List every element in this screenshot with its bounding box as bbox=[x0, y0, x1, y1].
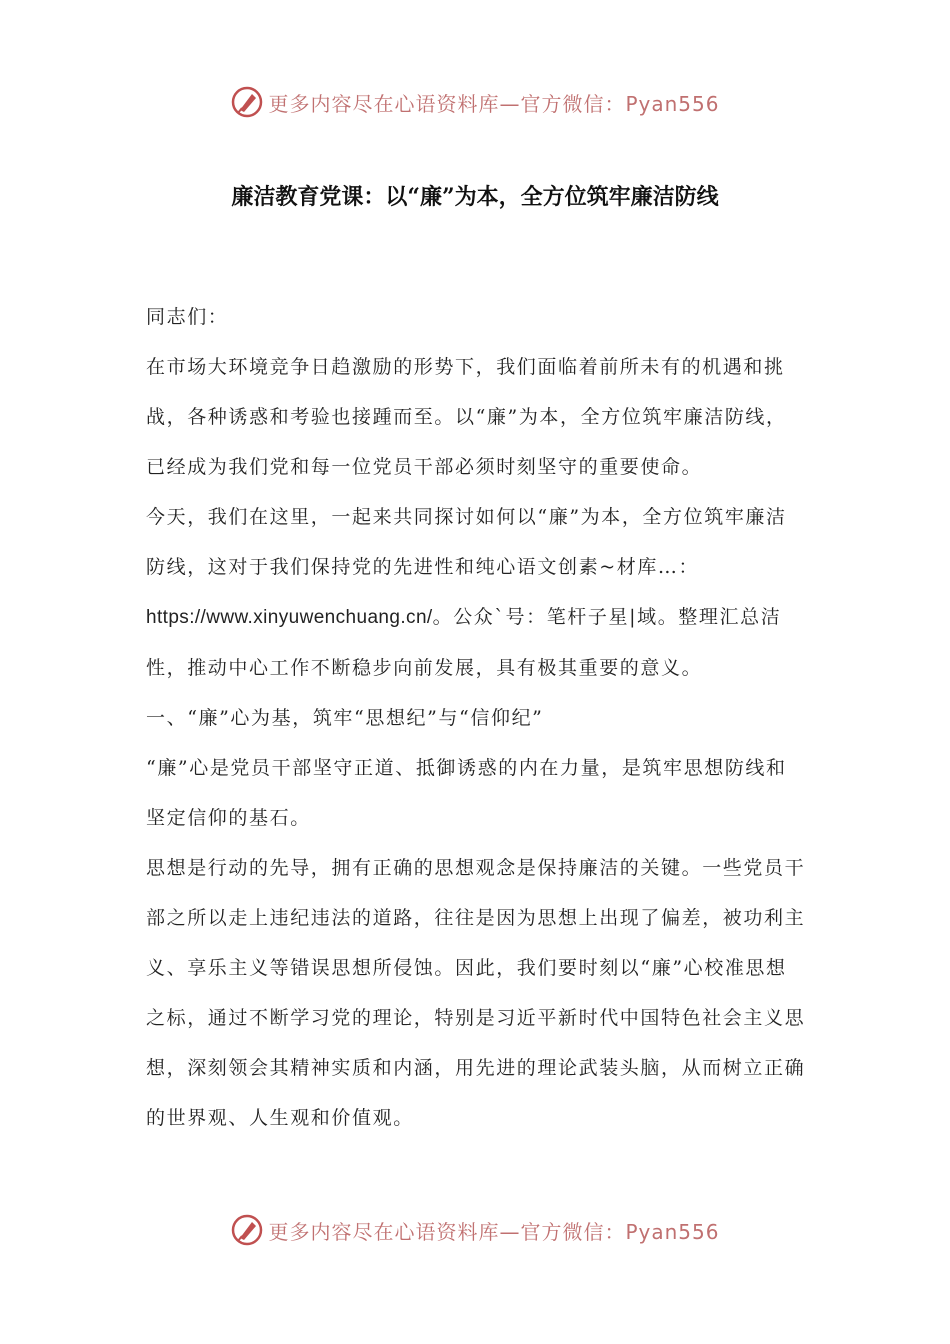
pen-nib-logo-icon bbox=[230, 1213, 264, 1247]
greeting: 同志们： bbox=[146, 306, 229, 328]
footer-banner bbox=[0, 1210, 950, 1250]
page-title: 廉洁教育党课：以“廉”为本，全方位筑牢廉洁防线 bbox=[231, 184, 719, 210]
section-heading: 一、“廉”心为基，筑牢“思想纪”与“信仰纪” bbox=[146, 707, 544, 729]
paragraph bbox=[146, 492, 806, 693]
pen-nib-logo-icon bbox=[230, 85, 264, 119]
paragraph-text: 今天，我们在这里，一起来共同探讨如何以“廉”为本，全方位筑牢廉洁防线，这对于我们保持党的先进性和纯心语文创素~材库…： bbox=[146, 506, 787, 578]
banner-text: 更多内容尽在心语资料库—官方微信：Pyan556 bbox=[268, 1219, 720, 1244]
website-url: https://www.xinyuwenchuang.cn/ bbox=[146, 607, 433, 628]
paragraph: 思想是行动的先导，拥有正确的思想观念是保持廉洁的关键。一些党员干部之所以走上违纪违法的道路，往往是因为思想上出现了偏差，被功利主义、享乐主义等错误思想所侵蚀。因此，我们要时刻以“廉”心校准思想之标，通过不断学习党的理论，特别是习近平新时代中国特色社会主义思想，深刻领会其精神实质和内涵，用先进的理论武装头脑，从而树立正确的世界观、人生观和价值观。 bbox=[146, 857, 806, 1129]
banner-text: 更多内容尽在心语资料库—官方微信：Pyan556 bbox=[268, 91, 720, 116]
paragraph-text: 。公众`号：笔杆子星|域。整理汇总洁性，推动中心工作不断稳步向前发展，具有极其重要的意义。 bbox=[146, 606, 782, 679]
document-body bbox=[146, 292, 806, 1143]
paragraph: 在市场大环境竞争日趋激励的形势下，我们面临着前所未有的机遇和挑战，各种诱惑和考验也接踵而至。以“廉”为本，全方位筑牢廉洁防线，已经成为我们党和每一位党员干部必须时刻坚守的重要使命。 bbox=[146, 356, 787, 478]
paragraph: “廉”心是党员干部坚守正道、抵御诱惑的内在力量，是筑牢思想防线和坚定信仰的基石。 bbox=[146, 757, 787, 829]
header-banner bbox=[0, 82, 950, 122]
